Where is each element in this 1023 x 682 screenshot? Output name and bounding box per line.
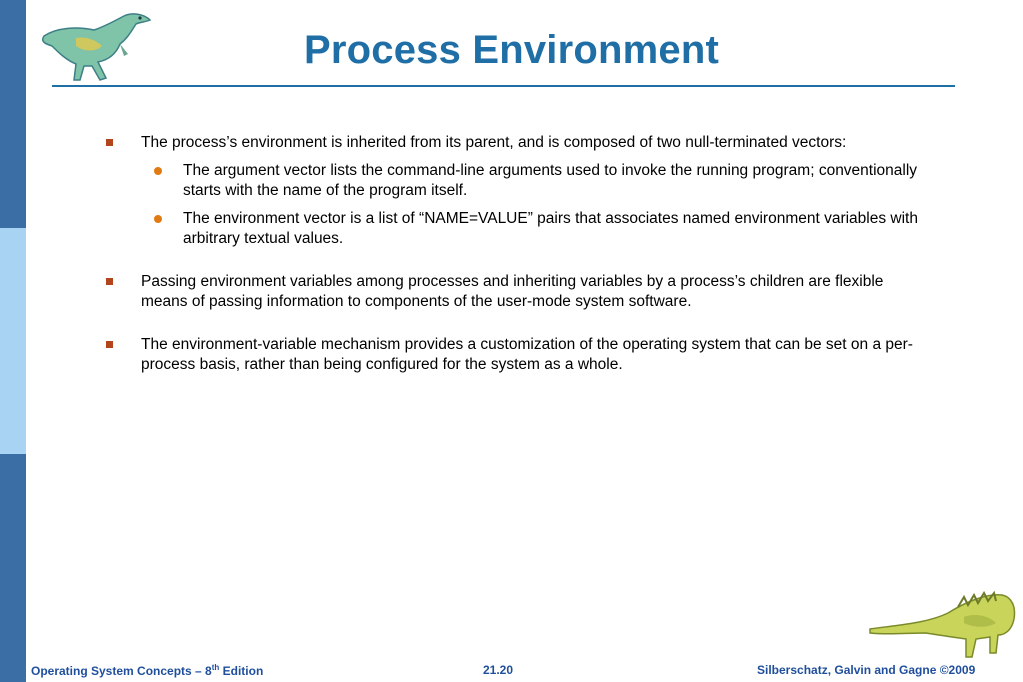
bullet-item: [106, 133, 926, 154]
square-bullet-icon: [106, 341, 113, 348]
dinosaur-logo-bottom: [868, 583, 1018, 663]
round-bullet-icon: [154, 215, 162, 223]
square-bullet-icon: [106, 278, 113, 285]
footer-book-prefix: Operating System Concepts – 8: [31, 664, 212, 678]
left-bar-segment-bottom: [0, 454, 26, 682]
footer-book-suffix: Edition: [219, 664, 264, 678]
round-bullet-icon: [154, 167, 162, 175]
bullet-text: The environment-variable mechanism provides a customization of the operating system that can be set on a per-process basis, rather than being configured for the system as a whole.: [141, 335, 913, 373]
sub-bullet-text: The argument vector lists the command-line arguments used to invoke the running program; conventionally starts with the name of the program itself.: [183, 161, 918, 199]
bullet-text: Passing environment variables among processes and inheriting variables by a process’s children are flexible means of passing information to components of the user-mode system software.: [141, 272, 884, 310]
slide-title: Process Environment: [303, 28, 720, 72]
footer-authors: Silberschatz, Galvin and Gagne ©2009: [757, 663, 976, 677]
slide-content: [106, 133, 926, 376]
bullet-item: [106, 272, 926, 313]
bullet-item: [106, 335, 926, 376]
sub-bullet-item: [106, 161, 926, 202]
footer-book-superscript: th: [211, 663, 220, 672]
footer-book-title: [31, 663, 263, 678]
footer-page-number: 21.20: [483, 663, 514, 677]
square-bullet-icon: [106, 139, 113, 146]
left-bar-segment-middle: [0, 228, 26, 454]
sub-bullet-item: [106, 209, 926, 250]
left-color-bar: [0, 0, 26, 682]
sub-bullet-text: The environment vector is a list of “NAME=VALUE” pairs that associates named environment variables with arbitrary textual values.: [183, 209, 918, 247]
bullet-text: The process’s environment is inherited from its parent, and is composed of two null-terminated vectors:: [141, 134, 847, 151]
title-divider: [52, 85, 955, 87]
